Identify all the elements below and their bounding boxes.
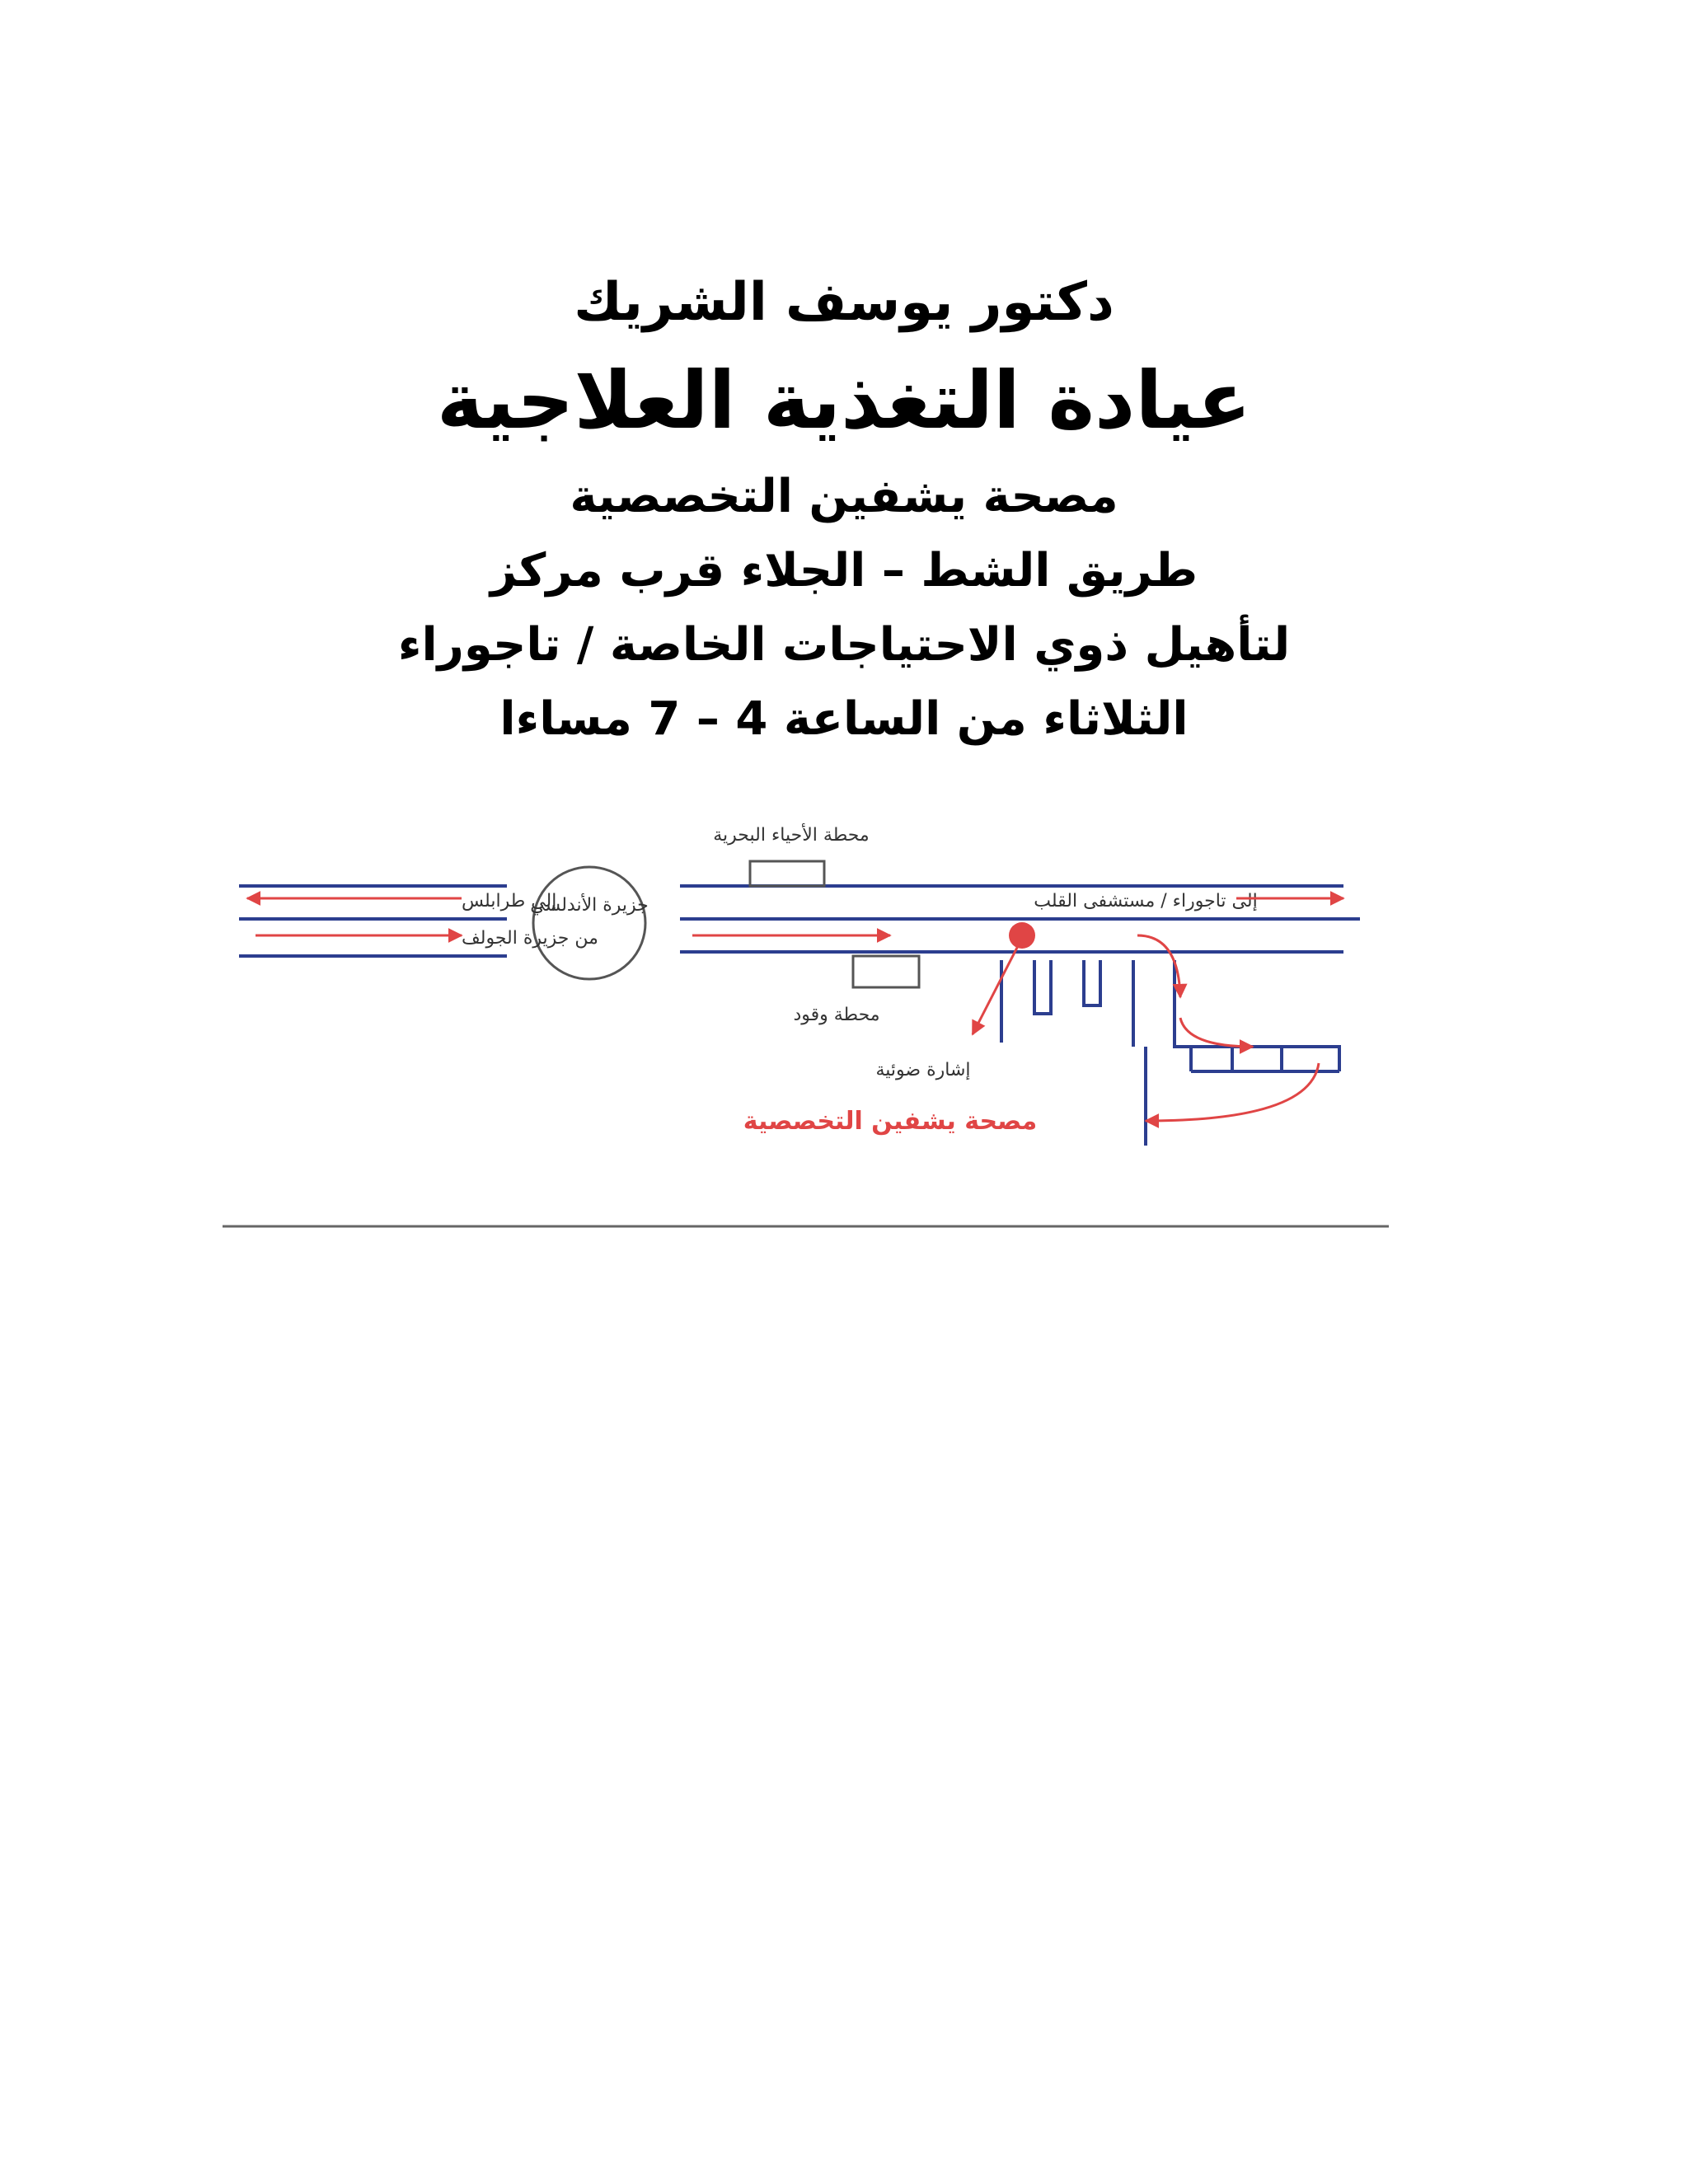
fuel-station-box [853, 956, 919, 987]
arrow-to-clinic-street [1180, 1018, 1253, 1047]
side-street-2 [1034, 960, 1051, 1014]
marine-station-label: محطة الأحياء البحرية [713, 825, 870, 846]
clinic-destination-label: مصحة يشفين التخصصية [743, 1107, 1038, 1136]
opening-hours: الثلاثاء من الساعة 4 – 7 مساءا [499, 692, 1189, 746]
roundabout-andalus [533, 867, 645, 979]
marine-station-box [750, 861, 824, 886]
side-street-3 [1084, 960, 1100, 1005]
side-street-clinic [1175, 960, 1339, 1047]
clinic-title: عيادة التغذية العلاجية [436, 354, 1252, 447]
from-golf-label: من جزيرة الجولف [462, 928, 598, 949]
to-tajoura-label: إلى تاجوراء / مستشفى القلب [1034, 891, 1258, 912]
traffic-light-marker [1009, 922, 1035, 949]
island-andalus-label: جزيرة الأندلسي [530, 895, 649, 916]
location-map [223, 758, 1409, 1244]
arrow-traffic-light [973, 941, 1020, 1034]
address-line-1: طريق الشط – الجلاء قرب مركز [490, 544, 1198, 598]
fuel-station-label: محطة وقود [793, 1005, 880, 1025]
facility-name: مصحة يشفين التخصصية [570, 470, 1118, 523]
address-line-2: لتأهيل ذوي الاحتياجات الخاصة / تاجوراء [397, 618, 1291, 672]
to-tripoli-label: إلى طرابلس [462, 891, 557, 912]
traffic-light-label: إشارة ضوئية [875, 1060, 971, 1080]
doctor-name: دكتور يوسف الشريك [574, 272, 1114, 333]
